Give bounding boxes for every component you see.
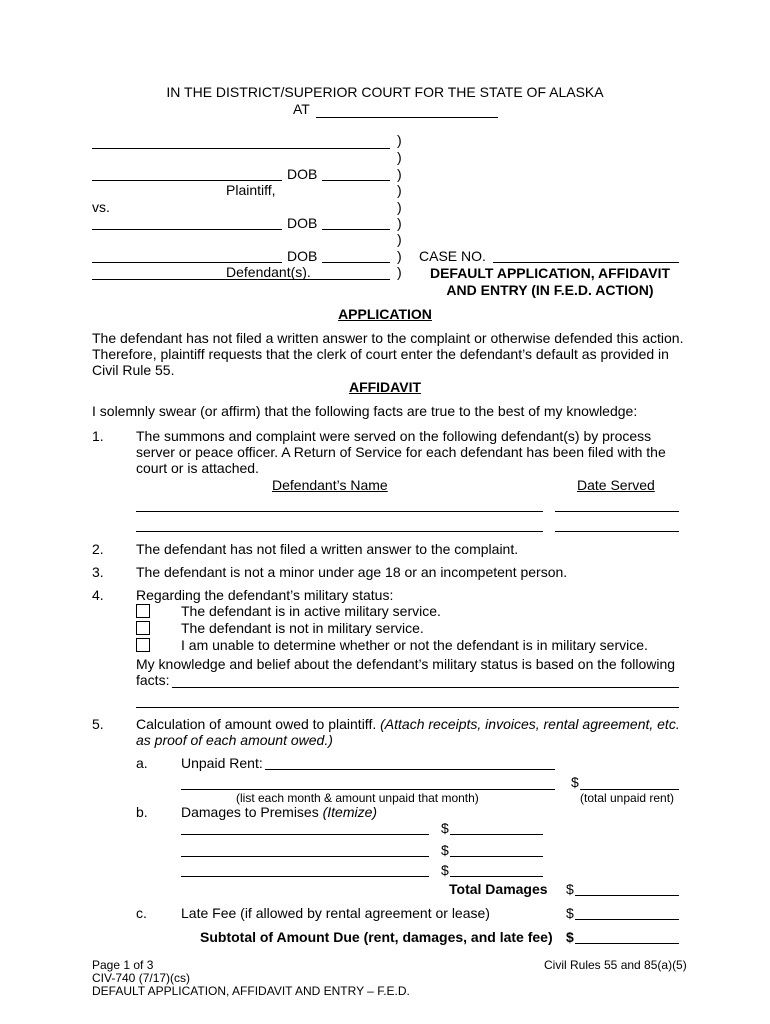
affidavit-heading: AFFIDAVIT — [348, 379, 422, 395]
caption-paren: ) — [397, 231, 402, 247]
sub-letter-b: b. — [136, 804, 148, 820]
plaintiff-dob-label: DOB — [287, 166, 318, 182]
served-defendant-name-field-2[interactable] — [136, 531, 543, 532]
dollar-sign: $ — [566, 881, 574, 897]
sub-letter-a: a. — [136, 755, 148, 771]
case-number-field[interactable] — [493, 262, 679, 263]
dollar-sign: $ — [566, 905, 574, 921]
plaintiff-name-field-1[interactable] — [92, 148, 390, 149]
not-military-option: The defendant is not in military service. — [181, 620, 424, 636]
plaintiff-name-field-2[interactable] — [92, 180, 282, 181]
total-damages-field[interactable] — [575, 895, 679, 896]
unpaid-rent-label: Unpaid Rent: — [181, 755, 263, 771]
application-heading: APPLICATION — [338, 306, 432, 322]
item-number: 5. — [92, 716, 104, 732]
defendant-name-field-2[interactable] — [92, 262, 282, 263]
damages-label: Damages to Premises (Itemize) — [181, 804, 378, 820]
item-number: 1. — [92, 428, 104, 444]
subtotal-field[interactable] — [575, 943, 679, 944]
item-number: 3. — [92, 564, 104, 580]
dollar-sign: $ — [566, 929, 574, 945]
item3-text: The defendant is not a minor under age 18 or an incompetent person. — [136, 564, 568, 580]
defendant-dob-field-1[interactable] — [322, 229, 390, 230]
caption-paren: ) — [397, 199, 402, 215]
served-defendant-name-field-1[interactable] — [136, 511, 543, 512]
caption-paren: ) — [397, 132, 402, 148]
plaintiff-dob-field[interactable] — [322, 180, 390, 181]
item1-text-line-2: server or peace officer. A Return of Service for each defendant has been filed with the — [136, 444, 666, 460]
affidavit-intro: I solemnly swear (or affirm) that the following facts are true to the best of my knowledge: — [92, 403, 638, 419]
caption-paren: ) — [397, 149, 402, 165]
unable-to-determine-checkbox[interactable] — [136, 638, 150, 652]
damage-item-field-1[interactable] — [181, 834, 429, 835]
form-title-footer: DEFAULT APPLICATION, AFFIDAVIT AND ENTRY – F.E.D. — [92, 984, 410, 998]
caption-paren: ) — [397, 248, 402, 264]
caption-paren: ) — [397, 166, 402, 182]
damage-amount-field-1[interactable] — [450, 834, 543, 835]
military-facts-field-2[interactable] — [136, 707, 679, 708]
defendants-label: Defendant(s). — [226, 264, 311, 280]
sub-letter-c: c. — [136, 905, 147, 921]
application-text-line-3: Civil Rule 55. — [92, 362, 175, 378]
document-title-line-1: DEFAULT APPLICATION, AFFIDAVIT — [429, 265, 671, 281]
total-damages-label: Total Damages — [449, 881, 548, 897]
court-heading: IN THE DISTRICT/SUPERIOR COURT FOR THE STATE OF ALASKA — [166, 84, 604, 100]
active-military-checkbox[interactable] — [136, 604, 150, 618]
caption-paren: ) — [397, 182, 402, 198]
military-facts-field-1[interactable] — [172, 687, 679, 688]
item-number: 2. — [92, 541, 104, 557]
dollar-sign: $ — [441, 842, 449, 858]
unpaid-rent-hint: (list each month & amount unpaid that month) — [236, 791, 479, 805]
at-label: AT — [293, 101, 310, 117]
form-number: CIV-740 (7/17)(cs) — [92, 971, 191, 985]
defendant-name-column-header: Defendant’s Name — [272, 477, 388, 493]
document-title-line-2: AND ENTRY (IN F.E.D. ACTION) — [446, 282, 654, 298]
defendant-dob-field-2[interactable] — [322, 262, 390, 263]
item-number: 4. — [92, 587, 104, 603]
defendant-dob-label-1: DOB — [287, 215, 318, 231]
item1-text-line-3: court or is attached. — [136, 460, 259, 476]
knowledge-basis-text: My knowledge and belief about the defendant’s military status is based on the following — [136, 656, 676, 672]
damage-amount-field-3[interactable] — [450, 876, 543, 877]
caption-paren: ) — [397, 264, 402, 280]
item1-text-line-1: The summons and complaint were served on the following defendant(s) by process — [136, 428, 652, 444]
item2-text: The defendant has not filed a written answer to the complaint. — [136, 541, 519, 557]
damage-item-field-3[interactable] — [181, 876, 429, 877]
not-military-checkbox[interactable] — [136, 621, 150, 635]
dollar-sign: $ — [441, 820, 449, 836]
defendant-dob-label-2: DOB — [287, 248, 318, 264]
case-no-label: CASE NO. — [419, 248, 486, 264]
damage-amount-field-2[interactable] — [450, 856, 543, 857]
facts-label: facts: — [136, 672, 170, 688]
total-unpaid-rent-hint: (total unpaid rent) — [580, 791, 675, 805]
date-served-field-2[interactable] — [555, 531, 679, 532]
date-served-field-1[interactable] — [555, 511, 679, 512]
defendant-name-field-1[interactable] — [92, 229, 282, 230]
item5-text: Calculation of amount owed to plaintiff. (Attach receipts, invoices, rental agreement, etc. — [136, 716, 680, 732]
caption-paren: ) — [397, 215, 402, 231]
item4-text: Regarding the defendant’s military status: — [136, 587, 394, 603]
page-number: Page 1 of 3 — [92, 958, 154, 972]
dollar-sign: $ — [441, 862, 449, 878]
court-location-field[interactable] — [316, 117, 498, 118]
item5-note-line-2: as proof of each amount owed.) — [136, 732, 333, 748]
civil-rules-reference: Civil Rules 55 and 85(a)(5) — [544, 958, 687, 972]
subtotal-label: Subtotal of Amount Due (rent, damages, and late fee) — [200, 929, 553, 945]
vs-label: vs. — [92, 199, 110, 215]
late-fee-field[interactable] — [575, 919, 679, 920]
application-text-line-1: The defendant has not filed a written answer to the complaint or otherwise defended this action. — [92, 330, 684, 346]
late-fee-label: Late Fee (if allowed by rental agreement or lease) — [181, 905, 490, 921]
dollar-sign: $ — [571, 774, 579, 790]
active-military-option: The defendant is in active military service. — [181, 603, 441, 619]
date-served-column-header: Date Served — [577, 477, 655, 493]
application-text-line-2: Therefore, plaintiff requests that the clerk of court enter the defendant’s default as provided in — [92, 346, 669, 362]
unpaid-rent-field-1[interactable] — [265, 769, 555, 770]
damage-item-field-2[interactable] — [181, 856, 429, 857]
unable-to-determine-option: I am unable to determine whether or not the defendant is in military service. — [181, 637, 648, 653]
plaintiff-label: Plaintiff, — [226, 182, 276, 198]
